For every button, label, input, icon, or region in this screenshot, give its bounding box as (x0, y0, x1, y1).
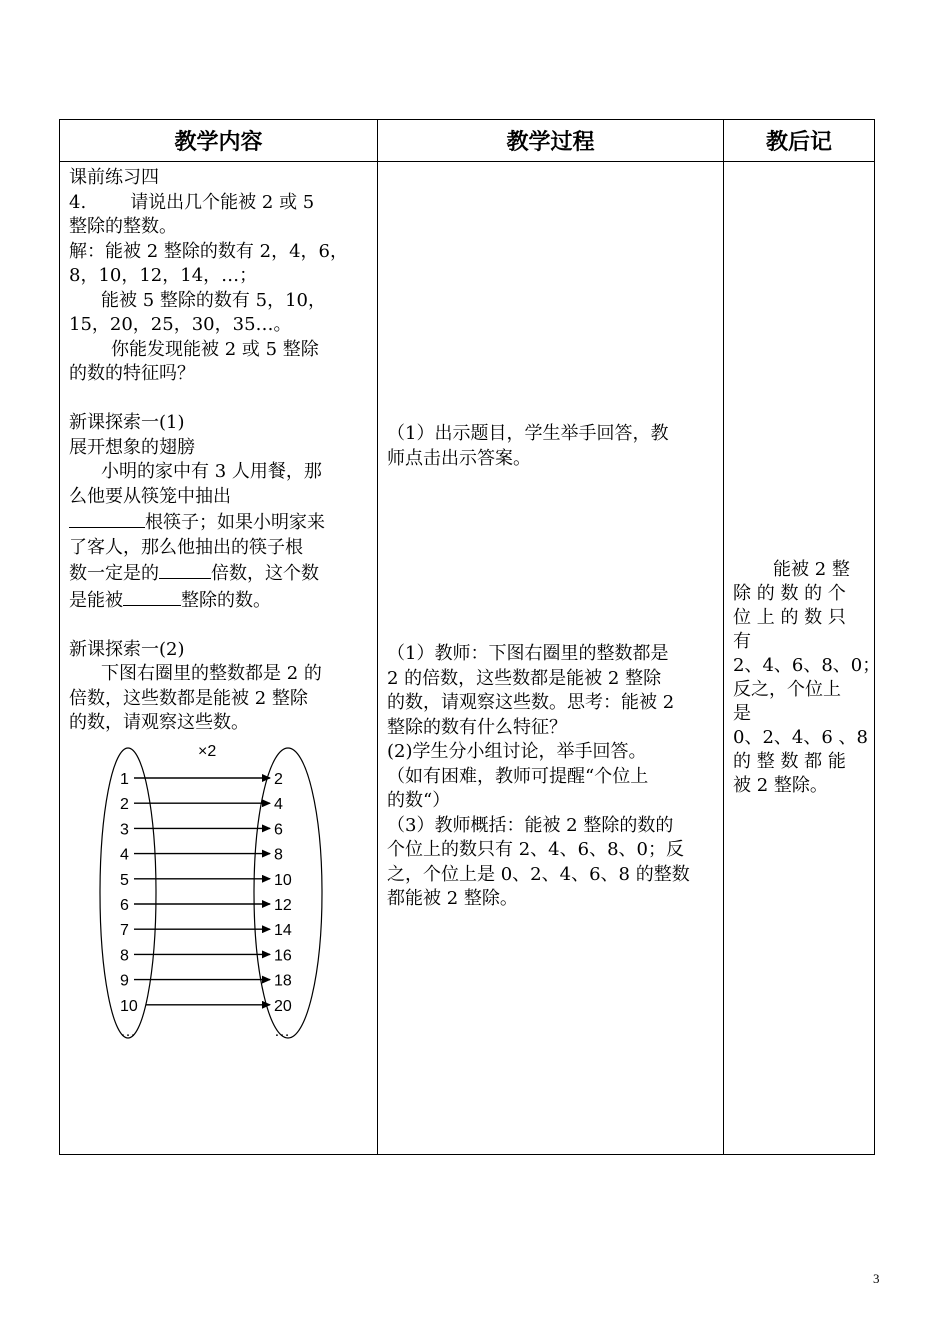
answer-line-2: 8，10，12，14，…； (69, 265, 258, 286)
question-4 (69, 191, 377, 216)
right-number: 18 (274, 972, 292, 990)
explore-1-line-5-start: 数一定是的 (69, 563, 159, 584)
table-header-row (60, 120, 875, 162)
left-number: 5 (120, 871, 129, 889)
explore-2-title: 新课探索一(2) (69, 638, 185, 660)
lesson-plan-table (59, 119, 881, 1155)
notes-line-10: 被 2 整除。 (733, 775, 828, 796)
left-number: 6 (120, 896, 129, 914)
notes-line-1: 能被 2 整 (773, 559, 850, 580)
multiply-label: ×2 (198, 742, 217, 760)
explore-1-line-6-end: 整除的数。 (181, 589, 271, 611)
explore-1-line-3-text: 根筷子；如果小明家来 (145, 512, 325, 533)
right-number: 6 (274, 820, 283, 838)
explore-1-line-6-start: 是能被 (69, 589, 123, 611)
process-1-line-2: 师点击出示答案。 (387, 447, 531, 469)
explore-1-line-1: 小明的家中有 3 人用餐，那 (101, 461, 322, 482)
left-number: 7 (120, 921, 129, 939)
right-number: 2 (274, 770, 283, 788)
right-number: 12 (274, 896, 292, 914)
header-teaching-content: 教学内容 (60, 120, 378, 162)
right-number: 20 (274, 997, 292, 1015)
notes-line-4: 有 (733, 631, 751, 652)
page-number: 3 (873, 1271, 880, 1286)
notes-line-9: 的 整 数 都 能 (733, 751, 846, 772)
process-2-line-2: 2 的倍数，这些数都是能被 2 整除 (387, 667, 662, 689)
multiply-by-two-mapping-diagram (90, 740, 330, 1040)
explore-1-line-5 (69, 560, 377, 587)
header-teaching-process: 教学过程 (378, 120, 724, 162)
notes-text (733, 558, 881, 798)
right-number: 8 (274, 846, 283, 864)
left-number: 10 (120, 997, 138, 1015)
ask-line-2: 的数的特征吗？ (69, 363, 195, 384)
explore-1-line-2: 么他要从筷笼中抽出 (69, 485, 231, 507)
left-number: 3 (120, 820, 129, 838)
fill-blank (69, 509, 145, 528)
question-number: 4. (69, 191, 87, 213)
explore-1-title: 新课探索一(1) (69, 412, 185, 433)
notes-line-5: 2、4、6、8、0； (733, 655, 881, 676)
notes-cell (724, 162, 881, 1155)
fill-blank (159, 560, 211, 579)
process-2-line-4: 整除的数有什么特征？ (387, 716, 567, 738)
warmup-title: 课前练习四 (69, 167, 159, 188)
question-text: 请说出几个能被 2 或 5 (130, 191, 315, 213)
process-2-line-9: 个位上的数只有 2、4、6、8、0；反 (387, 839, 684, 860)
explore-2-line-3: 的数，请观察这些数。 (69, 712, 249, 733)
process-2-line-1: （1）教师：下图右圈里的整数都是 (387, 643, 669, 664)
question-4-line2: 整除的整数。 (69, 216, 177, 237)
process-2-line-10: 之，个位上是 0、2、4、6、8 的整数 (387, 863, 690, 885)
left-number: 1 (120, 770, 129, 788)
notes-line-3: 位 上 的 数 只 (733, 607, 846, 628)
explore-1-line-3 (69, 509, 377, 536)
right-number: 4 (274, 795, 283, 813)
process-2-line-3: 的数，请观察这些数。思考：能被 2 (387, 692, 675, 713)
notes-line-7: 是 (733, 703, 751, 724)
left-set-ellipse (100, 748, 156, 1038)
header-post-lesson-notes: 教后记 (724, 120, 875, 162)
left-number: 8 (120, 946, 129, 964)
right-number: 10 (274, 871, 292, 889)
explore-1-line-4: 了客人，那么他抽出的筷子根 (69, 536, 303, 558)
explore-1-subtitle: 展开想象的翅膀 (69, 436, 195, 458)
left-number: … (120, 1022, 136, 1040)
answer-line-1: 解：能被 2 整除的数有 2，4，6， (69, 240, 348, 262)
explore-2-line-1: 下图右圈里的整数都是 2 的 (101, 663, 322, 684)
explore-1-line-6 (69, 587, 377, 614)
fill-blank (123, 587, 181, 606)
table-body-row (60, 162, 875, 1155)
answer-line-4: 15，20，25，30，35…。 (69, 314, 292, 335)
process-2-line-5: (2)学生分小组讨论，举手回答。 (387, 741, 647, 762)
process-2-line-8: （3）教师概括：能被 2 整除的数的 (387, 814, 674, 836)
notes-line-6: 反之，个位上 (733, 679, 841, 700)
answer-line-3: 能被 5 整除的数有 5，10， (101, 289, 326, 311)
notes-line-2: 除 的 数 的 个 (733, 583, 846, 604)
right-number: 16 (274, 946, 292, 964)
left-number: 9 (120, 972, 129, 990)
left-number: 4 (120, 846, 129, 864)
process-2-line-6: （如有困难，教师可提醒“个位上 (387, 765, 649, 787)
explore-2-line-2: 倍数，这些数都是能被 2 整除 (69, 687, 308, 709)
process-2-line-7: 的数“） (387, 790, 451, 811)
content-cell (60, 162, 378, 1155)
right-set-ellipse (254, 748, 322, 1038)
explore-1-line-5-end: 倍数，这个数 (211, 563, 319, 584)
process-cell (378, 162, 724, 1155)
notes-line-8: 0、2、4、6 、8 (733, 727, 868, 748)
ask-line-1: 你能发现能被 2 或 5 整除 (111, 338, 319, 360)
right-number: … (274, 1022, 290, 1040)
left-number: 2 (120, 795, 129, 813)
process-1-line-1: （1）出示题目，学生举手回答，教 (387, 423, 669, 444)
right-number: 14 (274, 921, 292, 939)
process-2-line-11: 都能被 2 整除。 (387, 888, 518, 909)
